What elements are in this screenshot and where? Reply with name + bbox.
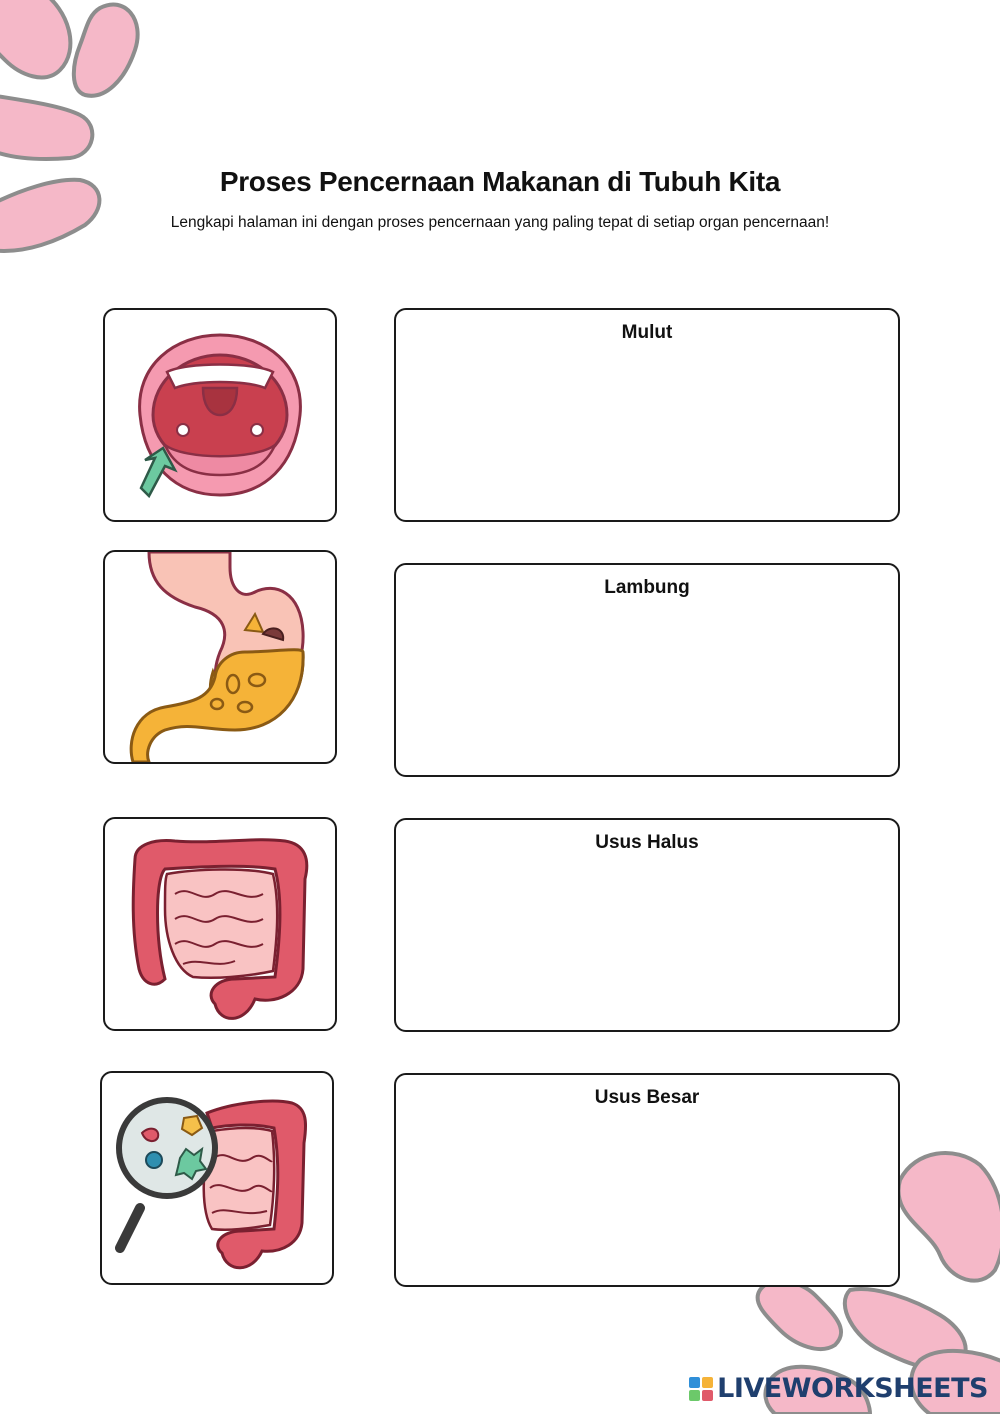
page-instructions: Lengkapi halaman ini dengan proses pencernaan yang paling tepat di setiap organ pencernaan!	[170, 214, 830, 231]
answer-box-mulut	[394, 308, 900, 522]
organ-image-box	[103, 817, 337, 1031]
organ-label: Lambung	[604, 577, 690, 598]
organ-image-box	[103, 550, 337, 764]
page-title: Proses Pencernaan Makanan di Tubuh Kita	[219, 166, 781, 197]
answer-input-usus-besar[interactable]	[412, 1123, 882, 1271]
stomach-icon	[105, 552, 335, 762]
small-intestine-icon	[105, 819, 335, 1029]
organ-label: Usus Halus	[595, 832, 699, 853]
answer-input-lambung[interactable]	[412, 613, 882, 761]
answer-box-usus-halus	[394, 818, 900, 1032]
answer-input-usus-halus[interactable]	[412, 868, 882, 1016]
answer-input-mulut[interactable]	[412, 358, 882, 506]
organ-image-box	[100, 1071, 334, 1285]
brand-text: LIVEWORKSHEETS	[717, 1373, 988, 1404]
organ-label: Usus Besar	[594, 1087, 700, 1108]
organ-image-box	[103, 308, 337, 522]
large-intestine-icon	[102, 1073, 332, 1283]
liveworksheets-brand[interactable]	[689, 1373, 988, 1404]
liveworksheets-logo-icon	[689, 1377, 713, 1401]
answer-box-lambung	[394, 563, 900, 777]
mouth-icon	[105, 310, 335, 520]
organ-label: Mulut	[621, 322, 673, 343]
answer-box-usus-besar	[394, 1073, 900, 1287]
